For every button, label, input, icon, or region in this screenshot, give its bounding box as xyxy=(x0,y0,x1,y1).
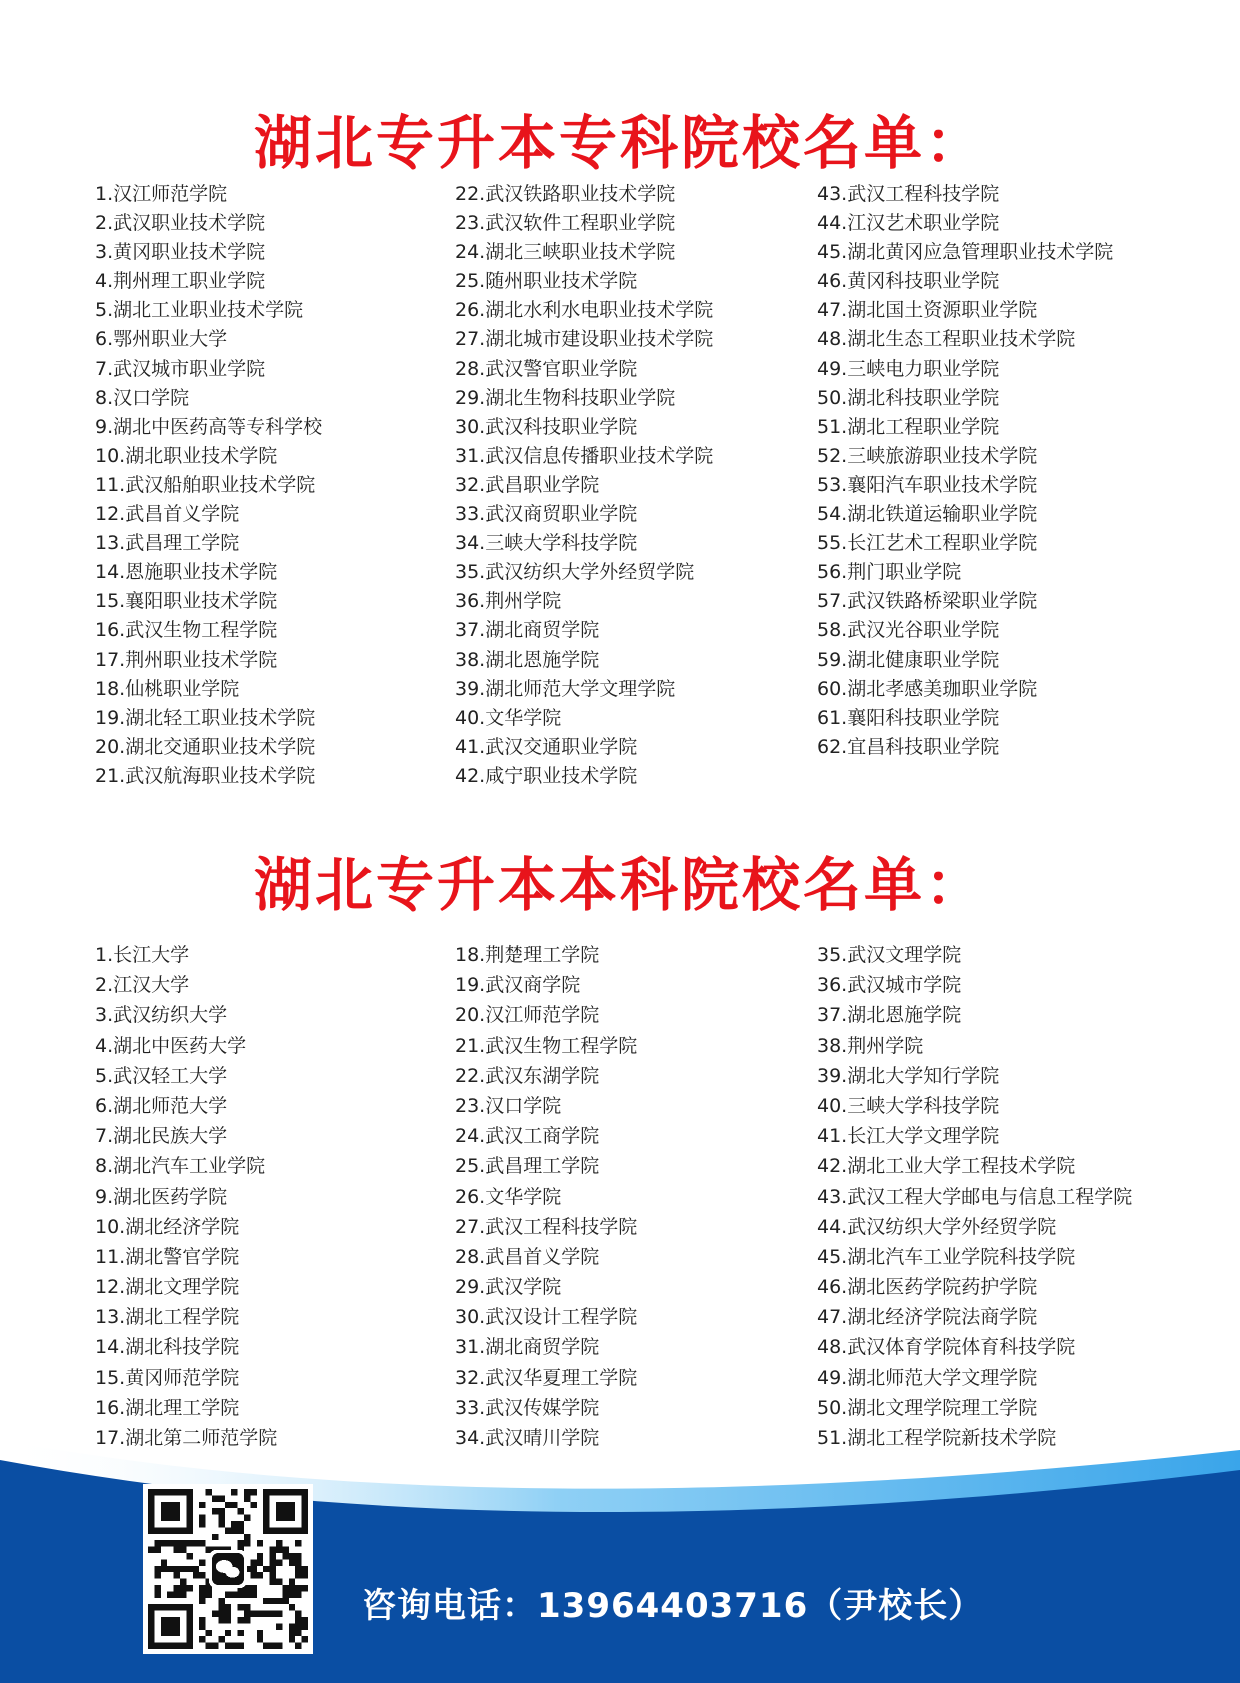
school-list-item: 4.荆州理工职业学院 xyxy=(95,270,266,293)
school-list-item: 7.武汉城市职业学院 xyxy=(95,357,266,380)
school-list-item: 36.荆州学院 xyxy=(455,590,562,613)
school-list-item: 6.鄂州职业大学 xyxy=(95,328,228,351)
school-list-item: 25.随州职业技术学院 xyxy=(455,270,638,293)
school-list-item: 19.武汉商学院 xyxy=(455,974,581,997)
school-list-item: 2.江汉大学 xyxy=(95,974,190,997)
school-list-item: 15.襄阳职业技术学院 xyxy=(95,590,278,613)
school-list-item: 30.武汉设计工程学院 xyxy=(455,1306,638,1329)
school-list-item: 33.武汉传媒学院 xyxy=(455,1396,600,1419)
school-list-item: 30.武汉科技职业学院 xyxy=(455,415,638,438)
school-list-item: 3.黄冈职业技术学院 xyxy=(95,241,266,264)
section-title-zhuanke: 湖北专升本专科院校名单： xyxy=(253,109,986,177)
school-list-item: 59.湖北健康职业学院 xyxy=(817,648,1000,671)
school-list-item: 46.湖北医药学院药护学院 xyxy=(817,1276,1038,1299)
contact-phone: 咨询电话：13964403716（尹校长） xyxy=(362,1586,984,1626)
school-list-item: 56.荆门职业学院 xyxy=(817,561,962,584)
school-list-item: 28.武汉警官职业学院 xyxy=(455,357,638,380)
school-list-item: 38.湖北恩施学院 xyxy=(455,648,600,671)
benke-column-2 xyxy=(455,940,637,1453)
school-list-item: 9.湖北中医药高等专科学校 xyxy=(95,415,323,438)
school-list-item: 14.恩施职业技术学院 xyxy=(95,561,278,584)
school-list-item: 35.武汉文理学院 xyxy=(817,944,962,966)
school-list-item: 50.湖北科技职业学院 xyxy=(817,386,1000,409)
school-list-item: 49.三峡电力职业学院 xyxy=(817,357,1000,380)
school-list-item: 26.文华学院 xyxy=(455,1185,562,1208)
school-list-item: 13.湖北工程学院 xyxy=(95,1306,240,1329)
school-list-item: 37.湖北商贸学院 xyxy=(455,619,600,642)
school-list-item: 7.湖北民族大学 xyxy=(95,1125,228,1148)
school-list-item: 6.湖北师范大学 xyxy=(95,1094,228,1117)
zhuanke-column-2 xyxy=(455,180,713,791)
school-list-item: 21.武汉生物工程学院 xyxy=(455,1034,638,1057)
school-list-item: 15.黄冈师范学院 xyxy=(95,1366,240,1389)
school-list-item: 19.湖北轻工职业技术学院 xyxy=(95,706,316,729)
school-list-item: 43.武汉工程大学邮电与信息工程学院 xyxy=(817,1185,1133,1208)
school-list-item: 16.武汉生物工程学院 xyxy=(95,619,278,642)
school-list-item: 13.武昌理工学院 xyxy=(95,532,240,555)
school-list-item: 53.襄阳汽车职业技术学院 xyxy=(817,473,1038,496)
school-list-item: 47.湖北经济学院法商学院 xyxy=(817,1306,1038,1329)
section-title-benke: 湖北专升本本科院校名单： xyxy=(253,851,986,919)
zhuanke-column-3 xyxy=(817,180,1113,762)
school-list-item: 42.湖北工业大学工程技术学院 xyxy=(817,1155,1076,1178)
school-list-item: 29.湖北生物科技职业学院 xyxy=(455,386,676,409)
school-list-item: 34.三峡大学科技学院 xyxy=(455,532,638,555)
school-list-item: 61.襄阳科技职业学院 xyxy=(817,706,1000,729)
school-list-item: 31.湖北商贸学院 xyxy=(455,1336,600,1359)
school-list-item: 45.湖北黄冈应急管理职业技术学院 xyxy=(817,241,1114,264)
school-list-item: 58.武汉光谷职业学院 xyxy=(817,619,1000,642)
school-list-item: 40.文华学院 xyxy=(455,706,562,729)
school-list-item: 21.武汉航海职业技术学院 xyxy=(95,764,316,787)
school-list-item: 3.武汉纺织大学 xyxy=(95,1004,228,1027)
school-list-item: 51.湖北工程学院新技术学院 xyxy=(817,1427,1057,1449)
school-list-item: 27.武汉工程科技学院 xyxy=(455,1215,638,1238)
school-list-item: 10.湖北职业技术学院 xyxy=(95,444,278,467)
school-list-item: 25.武昌理工学院 xyxy=(455,1155,600,1178)
school-list-item: 20.湖北交通职业技术学院 xyxy=(95,735,316,758)
school-list-item: 48.湖北生态工程职业技术学院 xyxy=(817,328,1076,351)
school-list-item: 8.汉口学院 xyxy=(95,386,190,409)
school-list-item: 31.武汉信息传播职业技术学院 xyxy=(455,444,714,467)
school-list-item: 24.湖北三峡职业技术学院 xyxy=(455,241,676,264)
school-list-item: 44.江汉艺术职业学院 xyxy=(817,212,1000,235)
school-list-item: 1.汉江师范学院 xyxy=(95,183,228,205)
school-list-item: 2.武汉职业技术学院 xyxy=(95,212,266,235)
school-list-item: 32.武汉华夏理工学院 xyxy=(455,1366,638,1389)
zhuanke-column-1 xyxy=(95,180,322,791)
school-list-item: 5.湖北工业职业技术学院 xyxy=(95,299,304,322)
school-list-item: 17.荆州职业技术学院 xyxy=(95,648,278,671)
school-list-item: 23.武汉软件工程职业学院 xyxy=(455,212,676,235)
school-list-item: 57.武汉铁路桥梁职业学院 xyxy=(817,590,1038,613)
school-list-item: 40.三峡大学科技学院 xyxy=(817,1094,1000,1117)
school-list-item: 36.武汉城市学院 xyxy=(817,974,962,997)
school-list-item: 20.汉江师范学院 xyxy=(455,1004,600,1027)
school-list-item: 48.武汉体育学院体育科技学院 xyxy=(817,1336,1076,1359)
school-list-item: 8.湖北汽车工业学院 xyxy=(95,1155,266,1178)
school-list-item: 34.武汉晴川学院 xyxy=(455,1427,600,1449)
school-list-item: 18.仙桃职业学院 xyxy=(95,677,240,700)
school-list-item: 33.武汉商贸职业学院 xyxy=(455,503,638,526)
school-list-item: 29.武汉学院 xyxy=(455,1276,562,1299)
school-list-item: 11.武汉船舶职业技术学院 xyxy=(95,473,316,496)
school-list-item: 46.黄冈科技职业学院 xyxy=(817,270,1000,293)
school-list-item: 32.武昌职业学院 xyxy=(455,473,600,496)
school-list-item: 62.宜昌科技职业学院 xyxy=(817,735,1000,758)
school-list-item: 41.长江大学文理学院 xyxy=(817,1125,1000,1148)
school-list-item: 42.咸宁职业技术学院 xyxy=(455,764,638,787)
school-list-item: 22.武汉铁路职业技术学院 xyxy=(455,183,676,205)
school-list-item: 60.湖北孝感美珈职业学院 xyxy=(817,677,1038,700)
school-list-item: 47.湖北国土资源职业学院 xyxy=(817,299,1038,322)
school-list-item: 16.湖北理工学院 xyxy=(95,1396,240,1419)
school-list-item: 51.湖北工程职业学院 xyxy=(817,415,1000,438)
school-list-item: 24.武汉工商学院 xyxy=(455,1125,600,1148)
wechat-qr-code-icon xyxy=(143,1484,313,1654)
school-list-item: 5.武汉轻工大学 xyxy=(95,1064,228,1087)
benke-column-3 xyxy=(817,940,1132,1453)
school-list-item: 39.湖北大学知行学院 xyxy=(817,1064,1000,1087)
school-list-item: 9.湖北医药学院 xyxy=(95,1185,228,1208)
school-list-item: 23.汉口学院 xyxy=(455,1094,562,1117)
school-list-item: 52.三峡旅游职业技术学院 xyxy=(817,444,1038,467)
school-list-item: 43.武汉工程科技学院 xyxy=(817,183,1000,205)
school-list-item: 28.武昌首义学院 xyxy=(455,1245,600,1268)
school-list-item: 26.湖北水利水电职业技术学院 xyxy=(455,299,714,322)
school-list-item: 45.湖北汽车工业学院科技学院 xyxy=(817,1245,1076,1268)
school-list-item: 10.湖北经济学院 xyxy=(95,1215,240,1238)
school-list-item: 4.湖北中医药大学 xyxy=(95,1034,247,1057)
school-list-item: 38.荆州学院 xyxy=(817,1034,924,1057)
school-list-item: 22.武汉东湖学院 xyxy=(455,1064,600,1087)
school-list-item: 49.湖北师范大学文理学院 xyxy=(817,1366,1038,1389)
school-list-item: 39.湖北师范大学文理学院 xyxy=(455,677,676,700)
school-list-item: 27.湖北城市建设职业技术学院 xyxy=(455,328,714,351)
school-list-item: 17.湖北第二师范学院 xyxy=(95,1427,278,1449)
school-list-item: 18.荆楚理工学院 xyxy=(455,944,600,966)
school-list-item: 54.湖北铁道运输职业学院 xyxy=(817,503,1038,526)
school-list-item: 12.武昌首义学院 xyxy=(95,503,240,526)
school-list-item: 1.长江大学 xyxy=(95,944,190,966)
school-list-item: 35.武汉纺织大学外经贸学院 xyxy=(455,561,695,584)
school-list-item: 55.长江艺术工程职业学院 xyxy=(817,532,1038,555)
school-list-item: 37.湖北恩施学院 xyxy=(817,1004,962,1027)
school-list-item: 11.湖北警官学院 xyxy=(95,1245,240,1268)
school-list-item: 14.湖北科技学院 xyxy=(95,1336,240,1359)
benke-column-1 xyxy=(95,940,277,1453)
school-list-item: 41.武汉交通职业学院 xyxy=(455,735,638,758)
school-list-item: 12.湖北文理学院 xyxy=(95,1276,240,1299)
school-list-item: 44.武汉纺织大学外经贸学院 xyxy=(817,1215,1057,1238)
school-list-item: 50.湖北文理学院理工学院 xyxy=(817,1396,1038,1419)
